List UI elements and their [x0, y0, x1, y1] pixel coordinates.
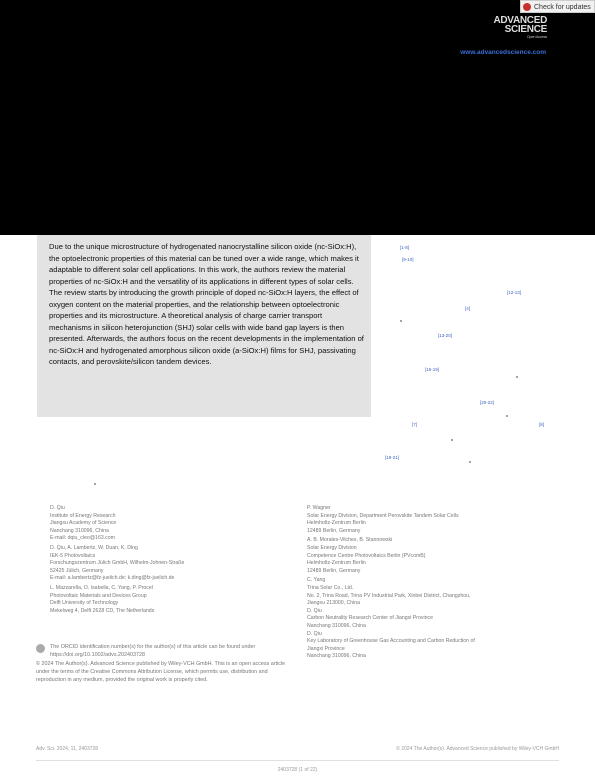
logo-line1: ADVANCED [493, 15, 547, 26]
logo-sub: Open Access [526, 34, 547, 39]
abstract-box [37, 235, 371, 417]
reference-link[interactable]: [8] [539, 422, 545, 427]
affil-line: IEK-5 Photovoltaics [50, 552, 96, 559]
reference-link[interactable]: [15-19] [425, 367, 440, 372]
reference-link[interactable]: [12-13] [507, 290, 522, 295]
affil-line: Delft University of Technology [50, 600, 119, 607]
crossmark-icon [523, 3, 531, 11]
logo-line2: SCIENCE [504, 24, 547, 35]
reference-link[interactable]: [1-8] [400, 245, 410, 250]
affil-line: Jiangsu 213000, China [307, 600, 361, 607]
affil-line: No. 2, Trina Road, Trina PV Industrial Park, Xinbei District, Changzhou, [307, 592, 471, 599]
affil-line: 12489 Berlin, Germany [307, 527, 361, 534]
journal-url-link[interactable]: www.advancedscience.com [460, 49, 546, 56]
affil-line: Mekelweg 4, Delft 2628 CD, The Netherlands [50, 607, 155, 614]
affil-line: D. Qiu, A. Lambertz, W. Duan, K. Ding [50, 544, 138, 551]
affil-line: D. Qiu [307, 630, 322, 637]
affiliations-left [50, 505, 184, 615]
journal-logo [467, 16, 547, 40]
affil-line: Helmholtz-Zentrum Berlin [307, 560, 366, 567]
affil-line: Institute of Energy Research [50, 512, 116, 519]
orcid-text: The ORCID identification number(s) for the author(s) of this article can be found under https://doi.org/10.1002/advs.202403728 [50, 644, 256, 658]
affil-line: Nanchang 310096, China [307, 653, 366, 660]
abstract-text: Due to the unique microstructure of hydrogenated nanocrystalline silicon oxide (nc-SiOx:H), the optoelectronic properties of this material can be tuned over a wide range, which makes it adaptable to different solar cell applications. In this work, the authors review the material properties of nc-SiOx:H and the versatility of its applications in different types of solar cells. The review starts by introducing the growth principle of doped nc-SiOx:H layers, the effect of oxygen content on the material properties, and the relationship between optoelectronic properties and its microstructure. A theoretical analysis of charge carrier transport mechanisms in silicon heterojunction (SHJ) solar cells with wide band gap layers is then presented. Afterwards, the authors focus on the recent developments in the implementation of nc-SiOx:H and hydrogenated amorphous silicon oxide (a-SiOx:H) films for SHJ, passivating contacts, and perovskite/silicon tandem devices. [49, 242, 364, 366]
affil-line: A. B. Morales-Vilches, B. Stannowski [307, 537, 393, 544]
license-text: © 2024 The Author(s). Advanced Science published by Wiley-VCH GmbH. This is an open access article under the terms of the Creative Commons Attribution License, which permits use, distribution and reproduction in any medium, provided the original work is properly cited. [36, 661, 286, 683]
footer-citation: Adv. Sci. 2024, 11, 2403728 [36, 746, 99, 752]
affil-line: Solar Energy Division, Department Perovskite Tandem Solar Cells [307, 512, 459, 519]
affil-line: P. Wagner [307, 505, 331, 511]
reference-link[interactable]: [7] [412, 422, 418, 427]
affil-line: Helmholtz-Zentrum Berlin [307, 520, 366, 527]
affil-email[interactable]: E-mail: a.lambertz@fz-juelich.de; k.ding@fz-juelich.de [50, 575, 175, 582]
affil-line: 52425 Jülich, Germany [50, 567, 104, 574]
footer-copyright: © 2024 The Author(s). Advanced Science published by Wiley-VCH GmbH [396, 746, 559, 752]
reference-link[interactable]: [13-20] [438, 333, 453, 338]
affil-line: Nanchang 310096, China [307, 622, 366, 629]
affiliations-right [307, 505, 475, 661]
affil-line: Jiangxi Province [307, 645, 345, 652]
affil-line: 12489 Berlin, Germany [307, 567, 361, 574]
affil-line: Forschungszentrum Jülich GmbH, Wilhelm-Johnen-Straße [50, 560, 185, 567]
affil-line: Photovoltaic Materials and Devices Group [50, 592, 147, 599]
reference-link[interactable]: [20-22] [480, 400, 495, 405]
reference-link[interactable]: [9-10] [402, 257, 414, 262]
affil-line: L. Mazzarella, O. Isabella, C. Yang, P. Procel [50, 584, 153, 591]
text-fragment [451, 439, 453, 441]
text-fragment [94, 483, 96, 485]
affil-line: Nanchang 310096, China [50, 527, 109, 534]
affil-line: Trina Solar Co., Ltd. [307, 584, 354, 591]
affil-line: D. Qiu [307, 607, 322, 614]
affil-line: Carbon Neutrality Research Center of Jiangxi Province [307, 615, 433, 622]
footer-page-number: 2403728 (1 of 22) [277, 767, 318, 773]
affil-line: Key Laboratory of Greenhouse Gas Accounting and Carbon Reduction of [307, 638, 475, 645]
footer-divider [36, 760, 559, 761]
orcid-icon [36, 644, 45, 653]
affil-line: Competence Centre Photovoltaics Berlin (PVcomB) [307, 552, 426, 559]
affil-line: D. Qiu [50, 505, 65, 511]
text-fragment [469, 461, 471, 463]
text-fragment [516, 376, 518, 378]
affil-line: C. Yang [307, 577, 326, 584]
text-fragment [400, 320, 402, 322]
affil-email[interactable]: E-mail: dqiu_cleo@163.com [50, 535, 115, 542]
affil-line: Jiangsu Academy of Science [50, 520, 117, 527]
reference-link[interactable]: [18-21] [385, 455, 400, 460]
check-updates-label: Check for updates [534, 4, 591, 11]
affil-line: Solar Energy Division [307, 544, 357, 551]
text-fragment [506, 415, 508, 417]
check-for-updates-button[interactable] [520, 0, 595, 13]
orcid-license-box [36, 644, 296, 694]
reference-link[interactable]: [4] [465, 306, 471, 311]
